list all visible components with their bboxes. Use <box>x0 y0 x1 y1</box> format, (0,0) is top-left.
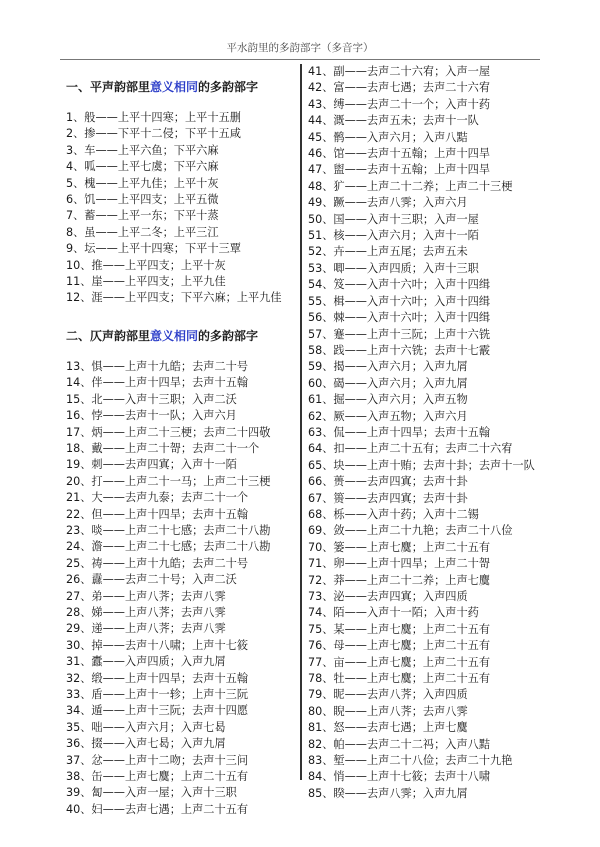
rhyme-entry: 60、碣——入声六月；入声九屑 <box>308 376 468 390</box>
rhyme-entry: 40、妇——去声七遇；上声二十五有 <box>66 802 249 816</box>
rhyme-entry: 23、啖——上声二十七感；去声二十八勘 <box>66 523 271 537</box>
rhyme-entry: 35、咄——入声六月；入声七曷 <box>66 720 226 734</box>
rhyme-entry: 76、母——上声七麌；上声二十五有 <box>308 639 491 653</box>
section-heading-oblique-tones <box>66 327 298 345</box>
rhyme-entry: 67、篑——去声四寘；去声十卦 <box>308 491 468 505</box>
rhyme-entry: 84、悄——上声十七筱；去声十八啸 <box>308 770 491 784</box>
rhyme-entry: 19、刺——去声四寘；入声十一陌 <box>66 458 237 472</box>
rhyme-entry: 63、侃——上声十四旱；去声十五翰 <box>308 425 491 439</box>
left-column <box>66 64 298 818</box>
rhyme-entry: 69、敛——上声二十九艳；去声二十八俭 <box>308 524 513 538</box>
spacer <box>66 307 298 327</box>
rhyme-entry: 10、推——上平四支；上平十灰 <box>66 258 226 272</box>
section-heading-level-tones <box>66 78 298 96</box>
rhyme-entry: 37、忿——上声十二吻；去声十三问 <box>66 753 249 767</box>
rhyme-entry: 46、馆——去声十五翰；上声十四旱 <box>308 147 491 161</box>
heading-highlight: 意义相同 <box>150 328 199 343</box>
rhyme-entry: 7、蓄——上平一东；下平十蒸 <box>66 209 219 223</box>
rhyme-entry: 58、践——上声十六铣；去声十七霰 <box>308 343 491 357</box>
spacer <box>66 96 298 110</box>
rhyme-entry: 36、掇——入声七曷；入声九屑 <box>66 737 226 751</box>
heading-suffix: 的多韵部字 <box>198 328 259 343</box>
rhyme-entry: 26、纛——去声二十号；入声二沃 <box>66 573 237 587</box>
rhyme-entry: 66、蒉——去声四寘；去声十卦 <box>308 475 468 489</box>
rhyme-entry: 15、北——入声十三职；入声二沃 <box>66 392 237 406</box>
rhyme-entry: 9、坛——上平十四寒；下平十三覃 <box>66 242 241 256</box>
rhyme-entry: 71、卵——上声十四旱；上声二十哿 <box>308 557 491 571</box>
rhyme-entry: 78、牡——上声七麌；上声二十五有 <box>308 672 491 686</box>
oblique-tone-entry-list <box>66 359 298 818</box>
column-divider <box>300 64 302 780</box>
rhyme-entry: 20、打——上声二十一马；上声二十三梗 <box>66 474 271 488</box>
rhyme-entry: 30、掉——去声十八啸；上声十七筱 <box>66 638 249 652</box>
rhyme-entry: 79、昵——去声八荠；入声四质 <box>308 688 468 702</box>
rhyme-entry: 80、睨——上声八荠；去声八霁 <box>308 704 468 718</box>
rhyme-entry: 73、泌——去声四寘；入声四质 <box>308 590 468 603</box>
rhyme-entry: 43、缚——去声二十一个；入声十药 <box>308 97 491 111</box>
rhyme-entry: 85、睽——去声八霁；入声九屑 <box>308 786 468 800</box>
rhyme-entry: 75、某——上声七麌；上声二十五有 <box>308 622 491 636</box>
oblique-tone-entry-list-continued <box>308 64 548 802</box>
rhyme-entry: 51、核——入声六月；入声十一陌 <box>308 229 479 243</box>
rhyme-entry: 6、饥——上平四支；上平五微 <box>66 193 219 207</box>
rhyme-entry: 70、篓——上声七麌；上声二十五有 <box>308 540 491 554</box>
rhyme-entry: 83、堑——上声二十八俭；去声二十九艳 <box>308 754 513 768</box>
rhyme-entry: 61、掘——入声六月；入声五物 <box>308 393 468 407</box>
rhyme-entry: 2、掺——下平十二侵；下平十五咸 <box>66 127 241 141</box>
rhyme-entry: 56、棘——入声十六叶；入声十四缉 <box>308 311 491 325</box>
rhyme-entry: 24、澹——上声二十七感；去声二十八勘 <box>66 540 271 554</box>
rhyme-entry: 81、怒——去声七遇；上声七麌 <box>308 721 468 735</box>
rhyme-entry: 68、栎——入声十药；入声十二锡 <box>308 507 479 521</box>
level-tone-entry-list <box>66 110 298 307</box>
rhyme-entry: 50、国——入声十三职；入声一屋 <box>308 212 479 226</box>
rhyme-entry: 32、缎——上声十四旱；去声十五翰 <box>66 671 249 685</box>
rhyme-entry: 4、呱——上平七虞；下平六麻 <box>66 160 219 174</box>
rhyme-entry: 14、伴——上声十四旱；去声十五翰 <box>66 376 249 390</box>
rhyme-entry: 16、悖——去声十一队；入声六月 <box>66 409 237 423</box>
rhyme-entry: 65、块——上声十贿；去声十卦；去声十一队 <box>308 458 535 472</box>
rhyme-entry: 52、卉——上声五尾；去声五未 <box>308 245 468 259</box>
rhyme-entry: 21、大——去声九泰；去声二十一个 <box>66 491 249 505</box>
rhyme-entry: 72、莽——上声二十二养；上声七麌 <box>308 573 491 587</box>
rhyme-entry: 39、匐——入声一屋；入声十三职 <box>66 786 237 800</box>
rhyme-entry: 1、般——上平十四寒；上平十五删 <box>66 111 241 124</box>
rhyme-entry: 18、戴——上声二十哿；去声二十一个 <box>66 441 260 455</box>
rhyme-entry: 59、揭——入声六月；入声九屑 <box>308 360 468 374</box>
rhyme-entry: 47、盥——去声十五翰；上声十四旱 <box>308 163 491 177</box>
rhyme-entry: 44、溉——去声五未；去声十一队 <box>308 114 479 128</box>
rhyme-entry: 3、车——上平六鱼；下平六麻 <box>66 143 219 157</box>
rhyme-entry: 22、但——上声十四旱；去声十五翰 <box>66 507 249 521</box>
rhyme-entry: 8、虽——上平二冬；上平三江 <box>66 225 219 239</box>
rhyme-entry: 31、蠹——入声四质；入声九屑 <box>66 655 226 669</box>
rhyme-entry: 33、盾——上声十一轸；上声十三阮 <box>66 688 249 701</box>
rhyme-entry: 28、娣——上声八荠；去声八霁 <box>66 605 226 619</box>
rhyme-entry: 53、唧——入声四质；入声十三职 <box>308 261 479 275</box>
heading-highlight: 意义相同 <box>150 80 199 94</box>
rhyme-entry: 48、犷——上声二十二养；上声二十三梗 <box>308 179 513 193</box>
rhyme-entry: 41、副——去声二十六宥；入声一屋 <box>308 65 491 78</box>
heading-suffix: 的多韵部字 <box>198 80 259 94</box>
page-header-title: 平水韵里的多韵部字（多音字） <box>60 40 540 60</box>
rhyme-entry: 38、缶——上声七麌；上声二十五有 <box>66 770 249 784</box>
rhyme-entry: 49、蹶——去声八霁；入声六月 <box>308 196 468 210</box>
rhyme-entry: 55、楫——入声十六叶；入声十四缉 <box>308 294 491 308</box>
rhyme-entry: 77、亩——上声七麌；上声二十五有 <box>308 655 491 669</box>
rhyme-entry: 11、崖——上平四支；上平九佳 <box>66 275 226 289</box>
right-column <box>308 64 548 802</box>
rhyme-entry: 42、富——去声七遇；去声二十六宥 <box>308 81 491 95</box>
rhyme-entry: 64、扣——上声二十五有；去声二十六宥 <box>308 442 513 456</box>
rhyme-entry: 57、蹇——上声十三阮；上声十六铣 <box>308 327 491 341</box>
rhyme-entry: 29、递——上声八荠；去声八霁 <box>66 622 226 636</box>
rhyme-entry: 34、遁——上声十三阮；去声十四愿 <box>66 704 249 718</box>
rhyme-entry: 45、鹘——入声六月；入声八黠 <box>308 130 468 144</box>
rhyme-entry: 5、槐——上平九佳；上平十灰 <box>66 176 219 190</box>
rhyme-entry: 25、祷——上声十九皓；去声二十号 <box>66 556 249 570</box>
heading-prefix: 二、仄声韵部里 <box>66 328 151 343</box>
rhyme-entry: 17、炳——上声二十三梗；去声二十四敬 <box>66 425 271 439</box>
heading-prefix: 一、平声韵部里 <box>66 80 151 94</box>
rhyme-entry: 74、陌——入声十一陌；入声十药 <box>308 606 479 620</box>
rhyme-entry: 27、弟——上声八荠；去声八霁 <box>66 589 226 603</box>
spacer <box>66 345 298 359</box>
rhyme-entry: 54、笈——入声十六叶；入声十四缉 <box>308 278 491 292</box>
spacer <box>66 64 298 78</box>
rhyme-entry: 62、厥——入声五物；入声六月 <box>308 409 468 423</box>
rhyme-entry: 82、帕——去声二十二祃；入声八黠 <box>308 737 491 751</box>
rhyme-entry: 13、惧——上声十九皓；去声二十号 <box>66 359 249 373</box>
rhyme-entry: 12、涯——上平四支；下平六麻；上平九佳 <box>66 291 282 305</box>
